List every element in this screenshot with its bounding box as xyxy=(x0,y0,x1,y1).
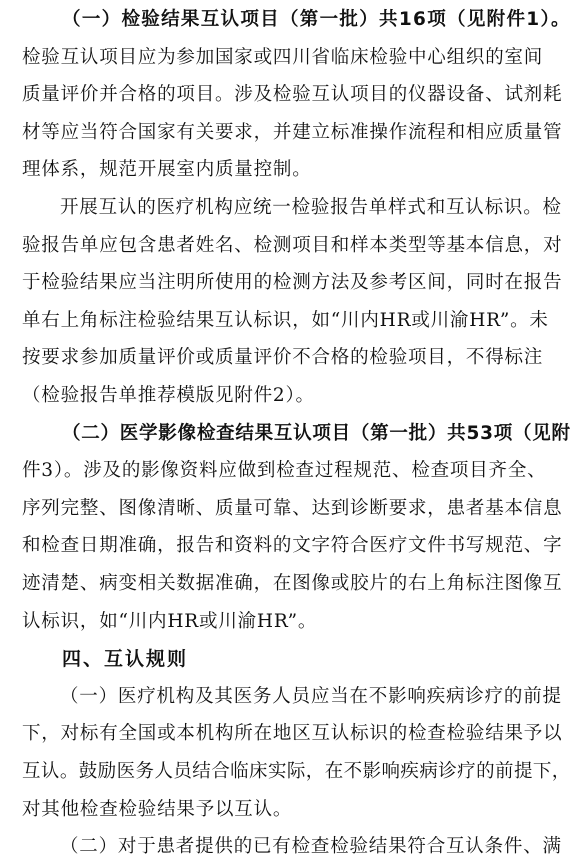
body-text-line: 质量评价并合格的项目。涉及检验互认项目的仪器设备、试剂耗 xyxy=(22,84,563,106)
section-imaging-results-heading-line: （二）医学影像检查结果互认项目（第一批）共53项（见附 xyxy=(62,422,571,444)
body-text-line: （一）医疗机构及其医务人员应当在不影响疾病诊疗的前提 xyxy=(60,685,562,707)
body-text-line: 于检验结果应当注明所使用的检测方法及参考区间，同时在报告 xyxy=(22,272,563,294)
body-text-line: 检验互认项目应为参加国家或四川省临床检验中心组织的室间 xyxy=(22,46,544,68)
body-text-line: 下，对标有全国或本机构所在地区互认标识的检查检验结果予以 xyxy=(22,723,563,745)
body-text-line: 开展互认的医疗机构应统一检验报告单样式和互认标识。检 xyxy=(60,197,562,218)
section-lab-results-heading-line: （一）检验结果互认项目（第一批）共16项（见附件1）。 xyxy=(62,9,571,30)
body-text-line: 和检查日期准确，报告和资料的文字符合医疗文件书写规范、字 xyxy=(22,535,563,557)
body-text-line: 按要求参加质量评价或质量评价不合格的检验项目，不得标注 xyxy=(22,347,544,369)
body-text-line: （二）对于患者提供的已有检查检验结果符合互认条件、满 xyxy=(60,836,562,858)
section-heading-mutual-recognition-rules: 四、互认规则 xyxy=(62,648,189,671)
body-text-line: 认标识，如“川内HR或川渝HR”。 xyxy=(22,610,318,632)
body-text-line: 理体系，规范开展室内质量控制。 xyxy=(22,159,312,181)
body-text-line: 迹清楚、病变相关数据准确，在图像或胶片的右上角标注图像互 xyxy=(22,573,563,594)
body-text-line: 单右上角标注检验结果互认标识，如“川内HR或川渝HR”。未 xyxy=(22,309,549,331)
body-text-line: 对其他检查检验结果予以互认。 xyxy=(22,798,293,820)
body-text-line: 互认。鼓励医务人员结合临床实际，在不影响疾病诊疗的前提下， xyxy=(22,761,571,782)
body-text-line: 材等应当符合国家有关要求，并建立标准操作流程和相应质量管 xyxy=(22,121,563,143)
body-text-line: （检验报告单推荐模版见附件2）。 xyxy=(22,385,315,406)
body-text-line: 件3）。涉及的影像资料应做到检查过程规范、检查项目齐全、 xyxy=(22,460,547,482)
body-text-line: 验报告单应包含患者姓名、检测项目和样本类型等基本信息，对 xyxy=(22,234,563,256)
body-text-line: 序列完整、图像清晰、质量可靠、达到诊断要求，患者基本信息 xyxy=(22,497,563,519)
